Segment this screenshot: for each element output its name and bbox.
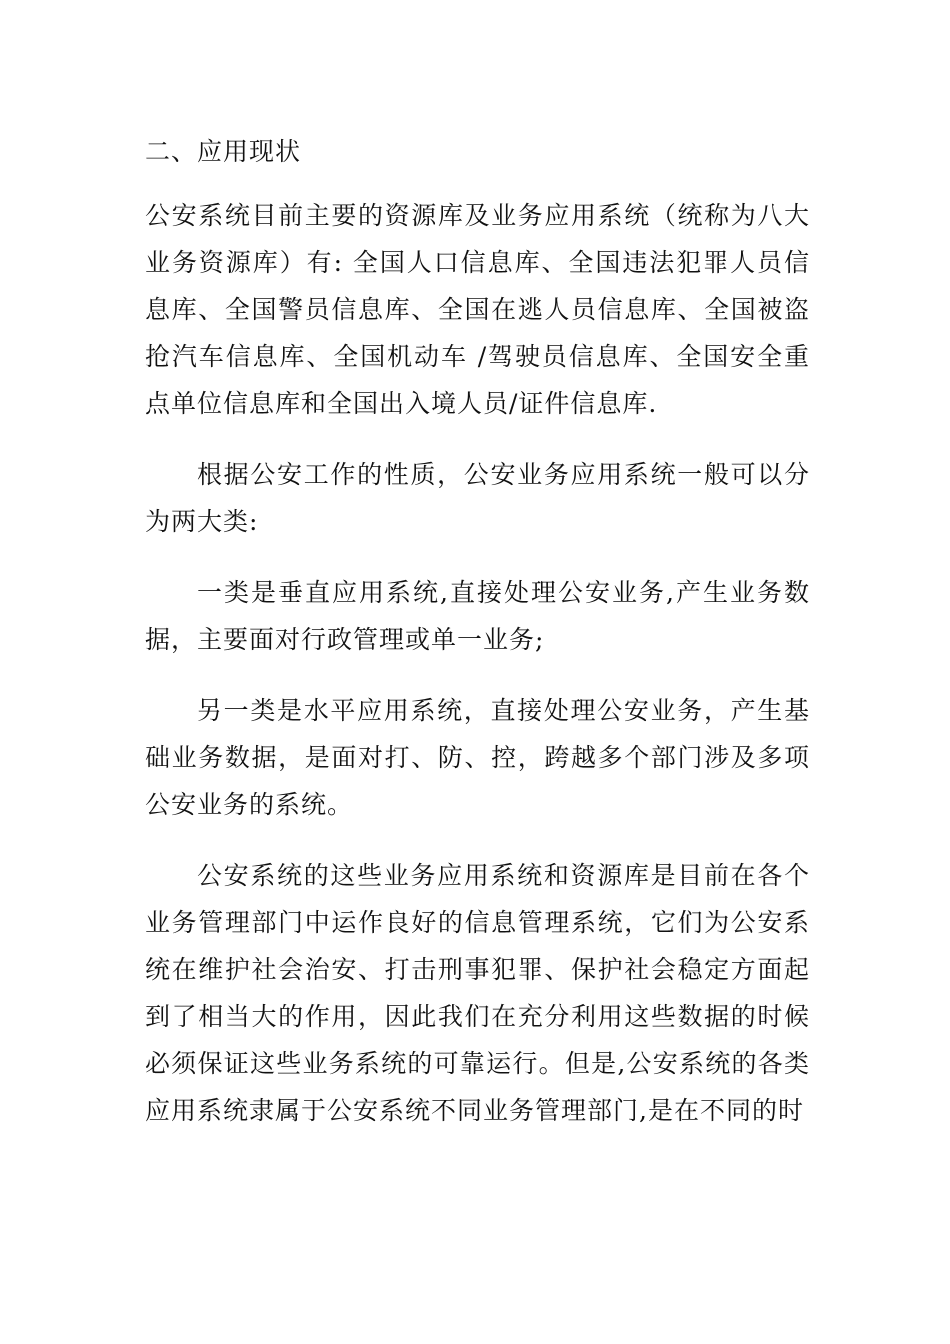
paragraph-horizontal-systems: 另一类是水平应用系统，直接处理公安业务，产生基础业务数据，是面对打、防、控，跨越多个部门涉及多项公安业务的系统。 bbox=[145, 696, 810, 819]
paragraph-resource-libraries: 公安系统目前主要的资源库及业务应用系统（统称为八大业务资源库）有: 全国人口信息库、全国违法犯罪人员信息库、全国警员信息库、全国在逃人员信息库、全国被盗抢汽车信息库、全国机动车 /驾驶员信息库、全国安全重点单位信息库和全国出入境人员/证件信息库. bbox=[145, 201, 810, 418]
document-page bbox=[145, 130, 810, 1158]
paragraph-system-overview: 公安系统的这些业务应用系统和资源库是目前在各个业务管理部门中运作良好的信息管理系统，它们为公安系统在维护社会治安、打击刑事犯罪、保护社会稳定方面起到了相当大的作用，因此我们在充分利用这些数据的时候必须保证这些业务系统的可靠运行。但是,公安系统的各类应用系统隶属于公安系统不同业务管理部门,是在不同的时 bbox=[145, 861, 810, 1125]
section-heading: 二、应用现状 bbox=[145, 137, 302, 166]
paragraph-vertical-systems: 一类是垂直应用系统,直接处理公安业务,产生业务数据，主要面对行政管理或单一业务; bbox=[145, 578, 810, 654]
paragraph-classification-intro: 根据公安工作的性质，公安业务应用系统一般可以分为两大类: bbox=[145, 460, 810, 536]
